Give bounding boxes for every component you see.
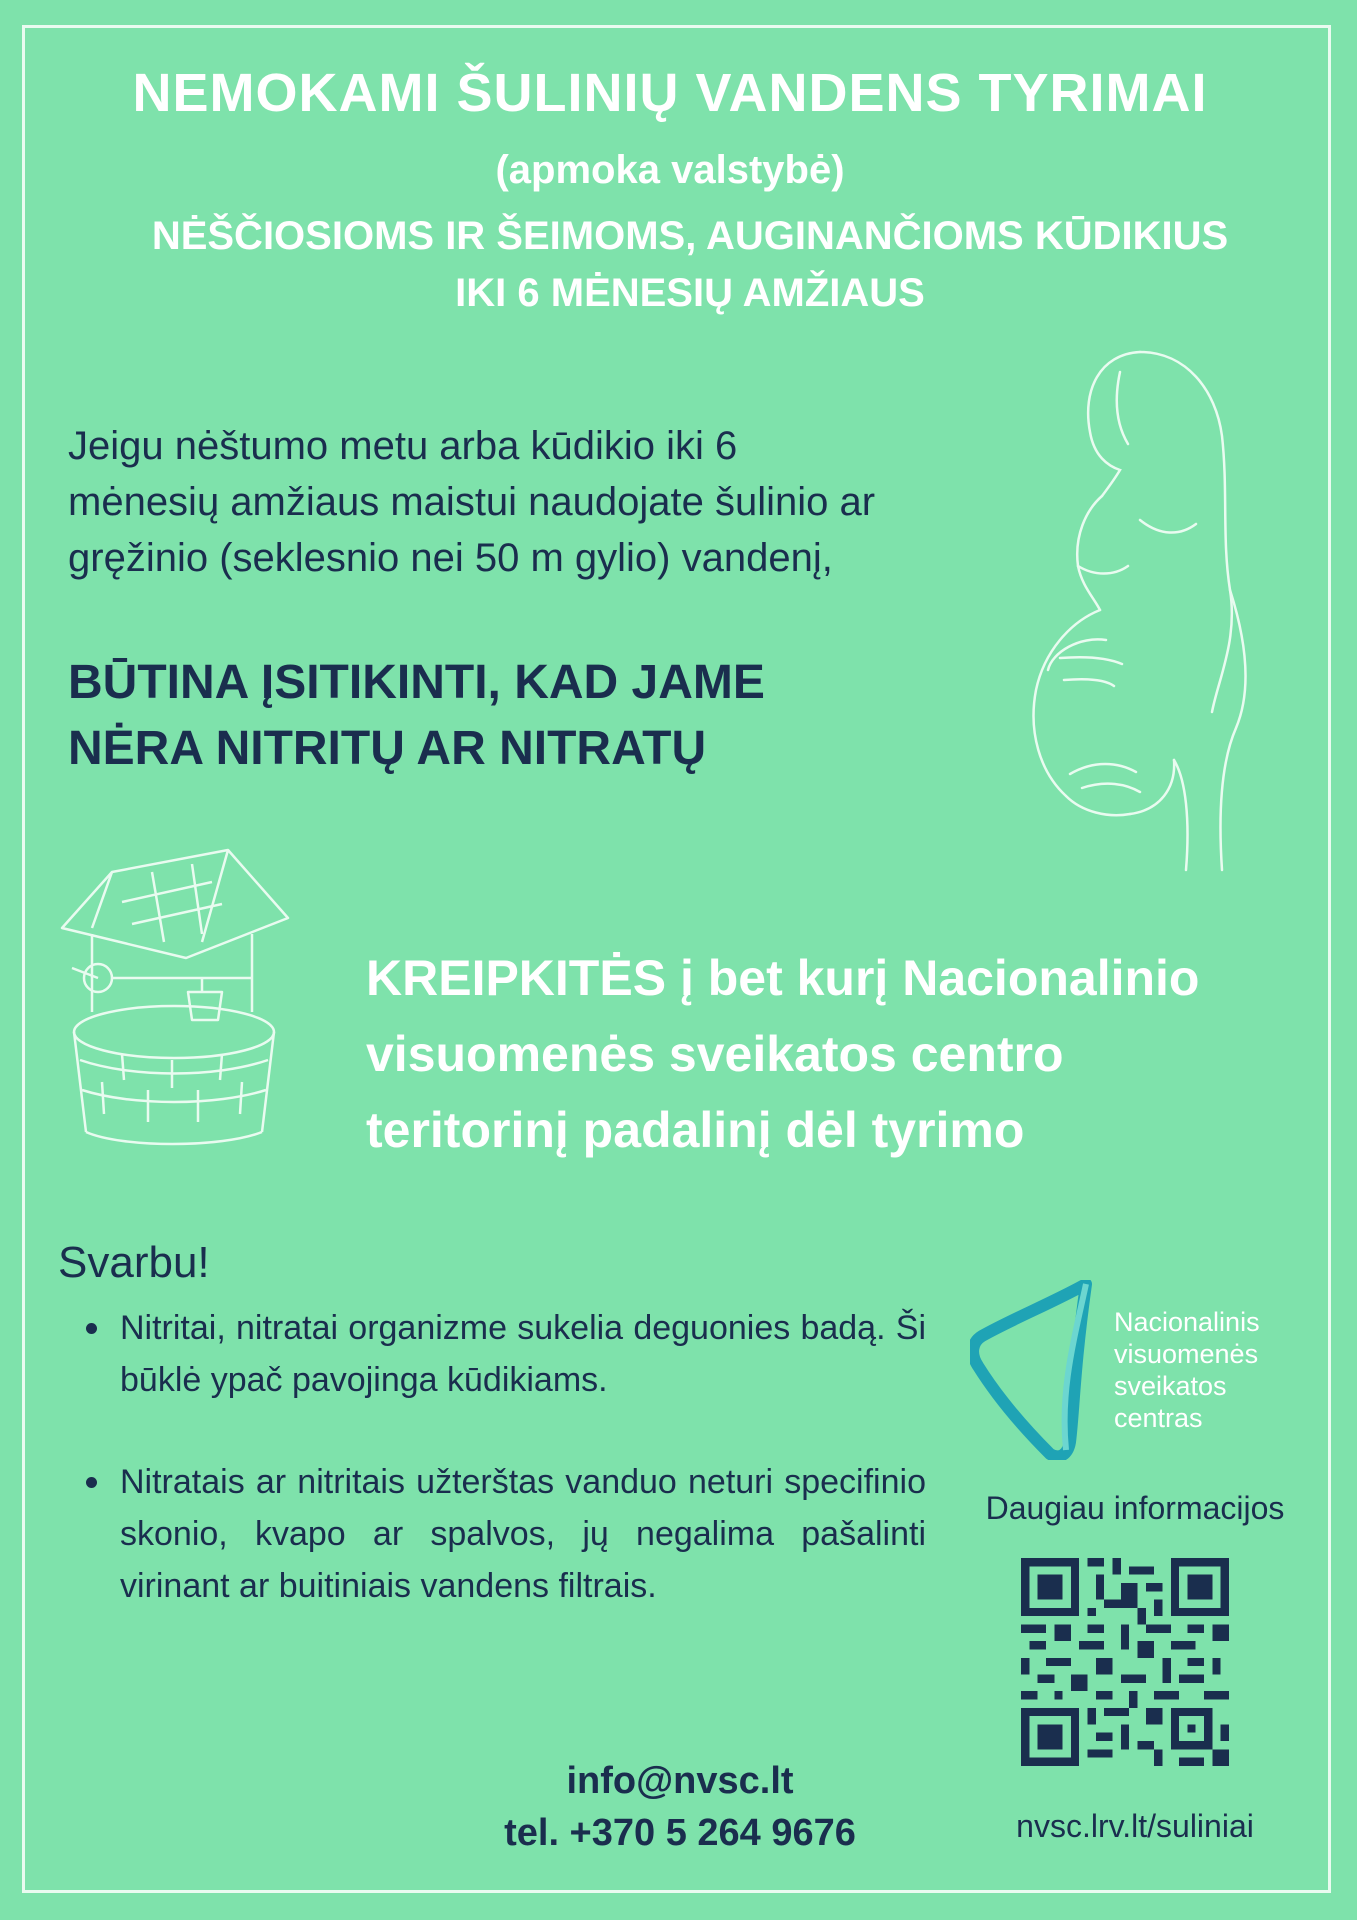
more-info-label: Daugiau informacijos <box>985 1490 1285 1526</box>
nvsc-logo-text <box>1114 1306 1260 1434</box>
list-item <box>120 1456 926 1612</box>
logo-line: centras <box>1114 1403 1203 1433</box>
audience-line: IKI 6 MĖNESIŲ AMŽIAUS <box>455 271 925 315</box>
pregnant-woman-icon <box>990 340 1290 880</box>
intro-line: mėnesių amžiaus maistui naudojate šulinio ar <box>68 480 876 524</box>
audience-text <box>40 208 1340 322</box>
important-list <box>80 1302 926 1662</box>
contact-email[interactable]: info@nvsc.lt <box>566 1760 794 1802</box>
intro-line: Jeigu nėštumo metu arba kūdikio iki 6 <box>68 424 738 468</box>
list-item <box>120 1302 926 1406</box>
contact-block <box>420 1755 940 1859</box>
intro-line: gręžinio (seklesnio nei 50 m gylio) vandenį, <box>68 536 833 580</box>
contact-phone[interactable]: tel. +370 5 264 9676 <box>504 1812 856 1854</box>
warning-heading <box>68 650 968 782</box>
warning-line: BŪTINA ĮSITIKINTI, KAD JAME <box>68 656 765 709</box>
page-title: NEMOKAMI ŠULINIŲ VANDENS TYRIMAI <box>132 63 1208 123</box>
cta-line: visuomenės sveikatos centro <box>366 1026 1064 1082</box>
page-subtitle: (apmoka valstybė) <box>495 148 845 192</box>
intro-paragraph <box>68 418 1028 586</box>
logo-line: sveikatos <box>1114 1371 1227 1401</box>
list-item-text: Nitratais ar nitritais užterštas vanduo neturi specifinio skonio, kvapo ar spalvos, jų negalima pašalinti virinant ar buitiniais vandens filtrais. <box>120 1463 926 1605</box>
logo-line: visuomenės <box>1114 1339 1259 1369</box>
call-to-action <box>366 940 1326 1168</box>
well-icon <box>52 842 297 1152</box>
bullet-icon <box>86 1477 97 1488</box>
cta-line: teritorinį padalinį dėl tyrimo <box>366 1102 1025 1158</box>
important-heading: Svarbu! <box>58 1238 210 1287</box>
warning-line: NĖRA NITRITŲ AR NITRATŲ <box>68 722 707 775</box>
website-link[interactable]: nvsc.lrv.lt/suliniai <box>1016 1808 1254 1844</box>
list-item-text: Nitritai, nitratai organizme sukelia deguonies badą. Ši būklė ypač pavojinga kūdikiams. <box>120 1309 926 1399</box>
qr-code-icon[interactable] <box>1021 1558 1229 1766</box>
nvsc-logo-icon <box>970 1280 1092 1460</box>
bullet-icon <box>86 1323 97 1334</box>
logo-line: Nacionalinis <box>1114 1307 1260 1337</box>
audience-line: NĖŠČIOSIOMS IR ŠEIMOMS, AUGINANČIOMS KŪDIKIUS <box>151 214 1229 258</box>
cta-line: KREIPKITĖS į bet kurį Nacionalinio <box>366 950 1200 1006</box>
